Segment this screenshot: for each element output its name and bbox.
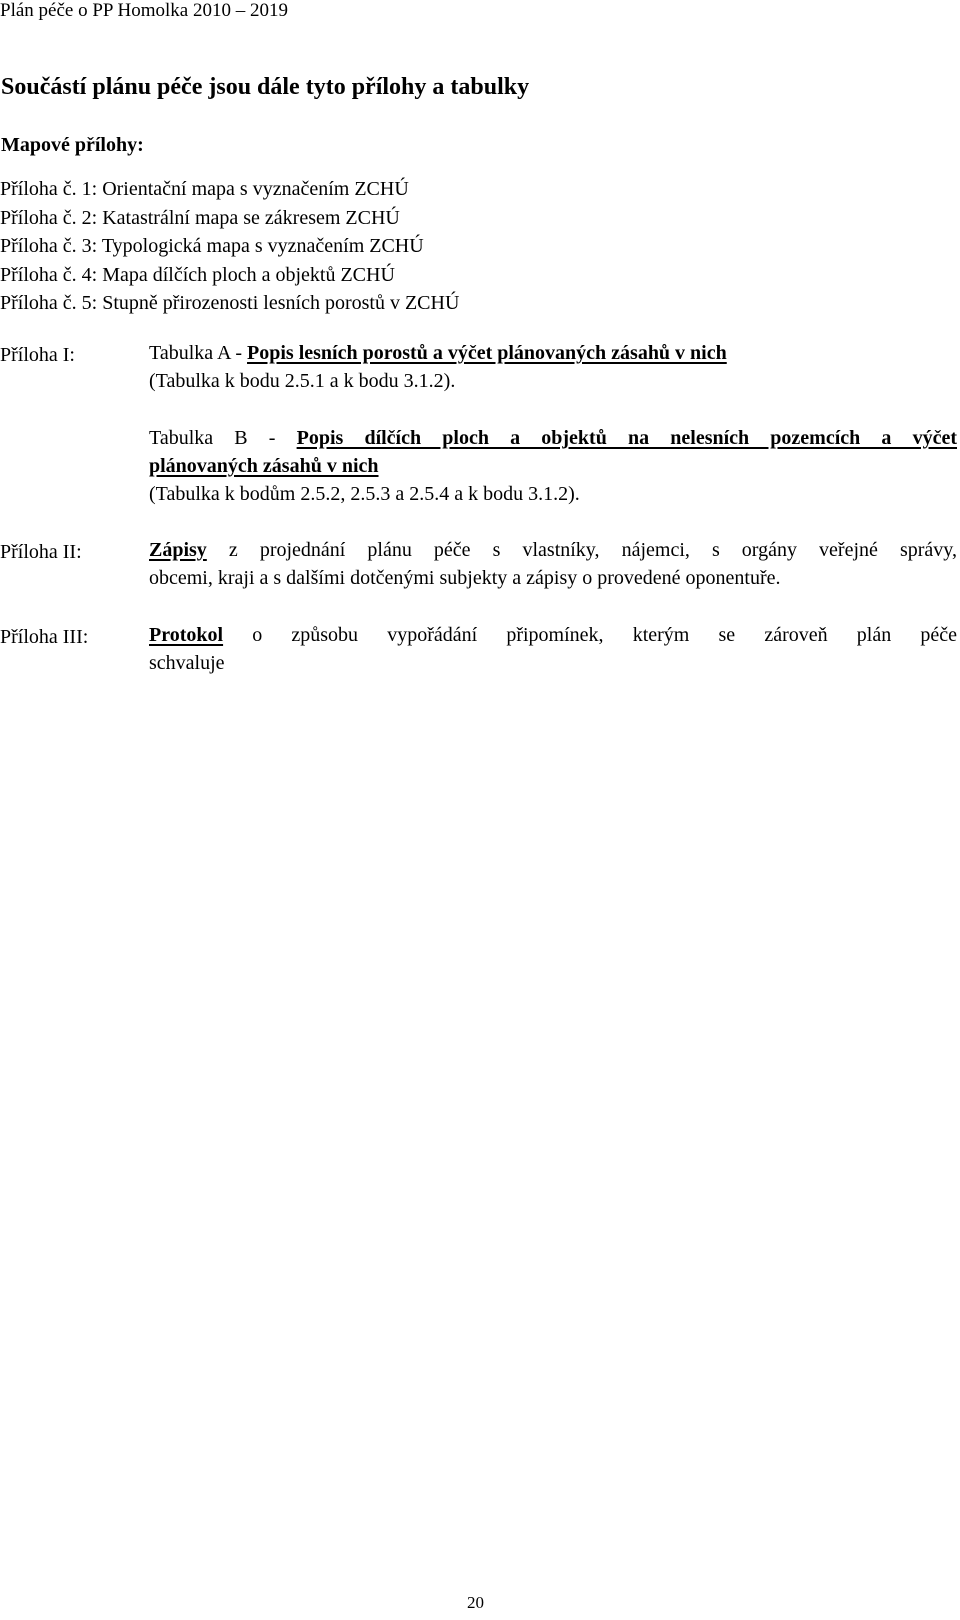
table-b-prefix: Tabulka B - [149,427,297,449]
table-b-note: (Tabulka k bodům 2.5.2, 2.5.3 a 2.5.4 a k bodu 3.1.2). [149,483,580,505]
table-b-title-line1: Popis dílčích ploch a objektů na nelesních pozemcích a výčet [296,427,958,449]
map-annex-item: Příloha č. 3: Typologická mapa s vyznačením ZCHÚ [0,235,424,257]
table-a-note: (Tabulka k bodu 2.5.1 a k bodu 3.1.2). [149,370,456,392]
map-annex-item: Příloha č. 5: Stupně přirozenosti lesních porostů v ZCHÚ [0,292,460,314]
annex-3-body [149,621,957,677]
map-annexes-list [0,175,459,318]
annex-3-term: Protokol [149,624,224,646]
annex-2-label: Příloha II: [0,541,82,563]
map-annex-item: Příloha č. 1: Orientační mapa s vyznačením ZCHÚ [0,178,409,200]
table-a-title: Popis lesních porostů a výčet plánovaných zásahů v nich [247,342,727,364]
annex-2-term: Zápisy [149,539,207,561]
annex-2-text-1: z projednání plánu péče s vlastníky, nájemci, s orgány veřejné správy, [206,539,957,561]
table-a-title-line [149,339,957,367]
table-b-title-line [149,424,957,452]
running-header: Plán péče o PP Homolka 2010 – 2019 [0,0,288,21]
map-annex-item: Příloha č. 4: Mapa dílčích ploch a objektů ZCHÚ [0,263,395,286]
annex-2-body [149,536,957,592]
annex-3-line-1 [149,621,957,649]
map-annexes-heading: Mapové přílohy: [1,134,144,156]
annex-3-text-2: schvaluje [149,652,225,674]
table-a-prefix: Tabulka A - [149,342,248,364]
annex-1-label: Příloha I: [0,344,75,366]
section-heading: Součástí plánu péče jsou dále tyto přílohy a tabulky [1,74,530,100]
table-b-title-line2: plánovaných zásahů v nich [149,455,379,477]
annex-1-table-a [149,339,957,395]
annex-1-table-b [149,424,957,508]
annex-2-text-2: obcemi, kraji a s dalšími dotčenými subjekty a zápisy o provedené oponentuře. [149,567,781,589]
annex-2-line-1 [149,536,957,564]
annex-3-label: Příloha III: [0,626,89,648]
map-annex-item: Příloha č. 2: Katastrální mapa se zákresem ZCHÚ [0,206,400,229]
page-number: 20 [467,1593,484,1612]
annex-3-text-1: o způsobu vypořádání připomínek, kterým se zároveň plán péče [223,624,957,646]
table-b-title-line-2 [149,452,957,480]
